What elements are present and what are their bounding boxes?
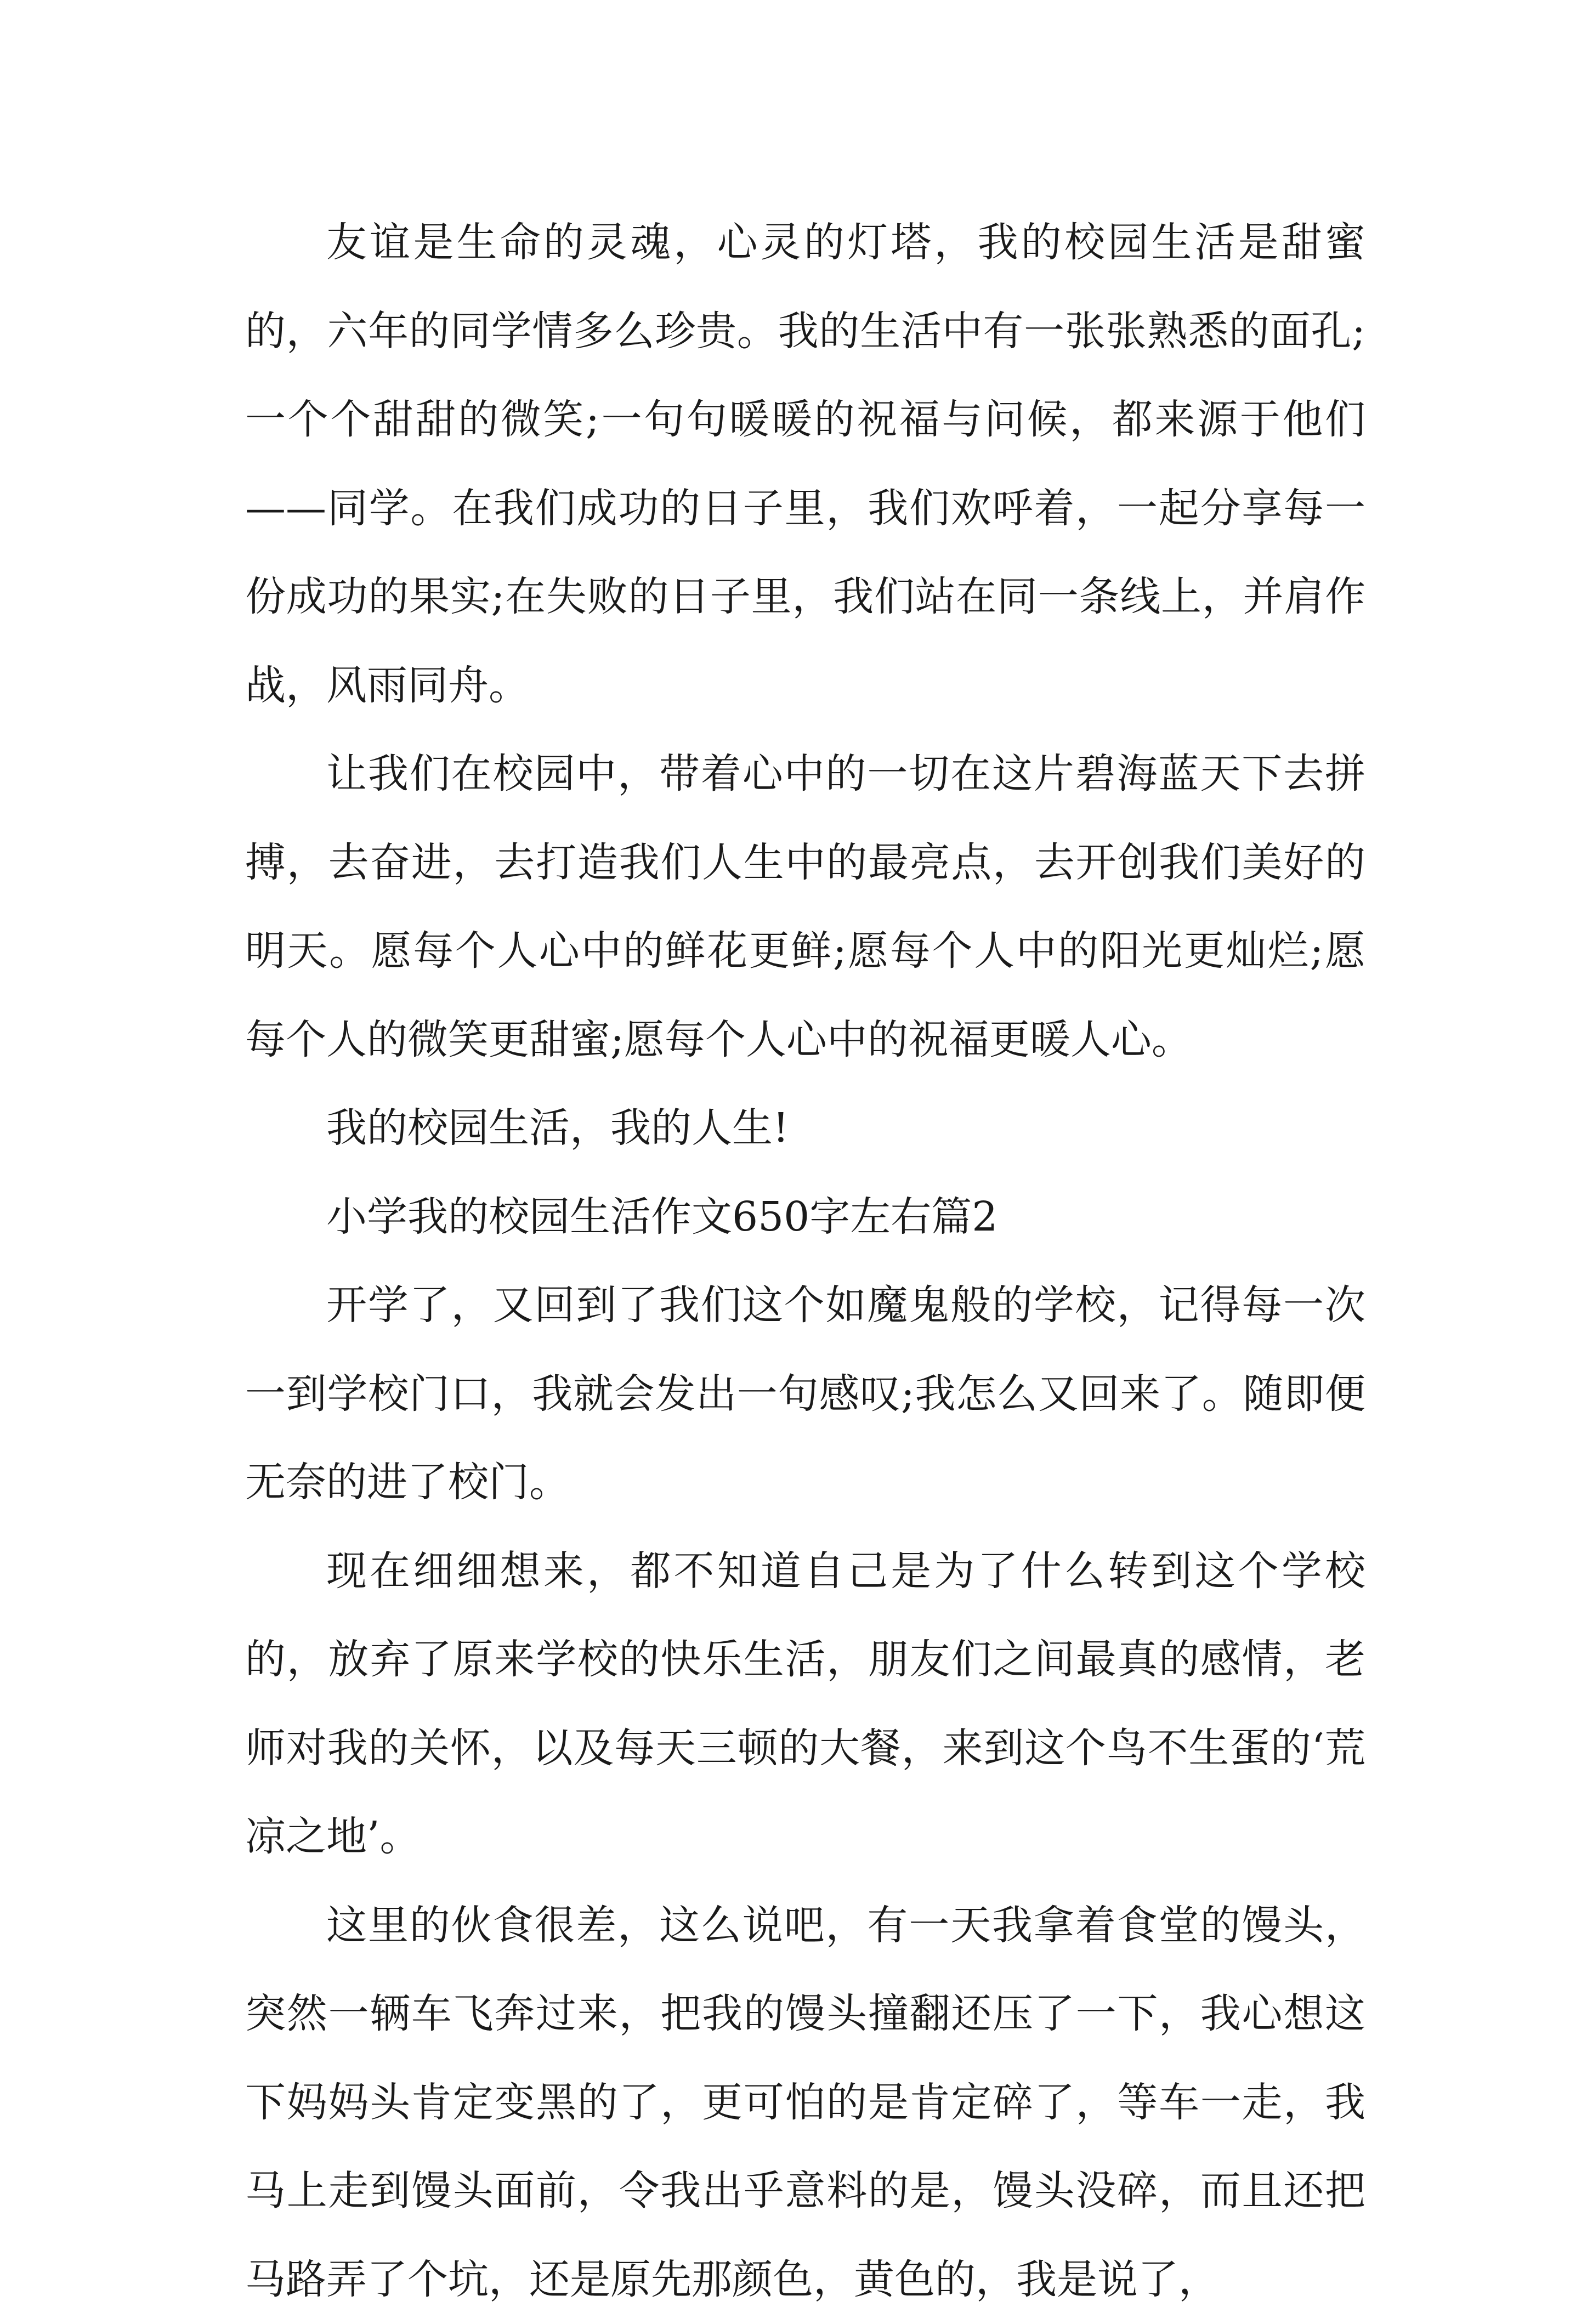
paragraph-school-start: 开学了，又回到了我们这个如魔鬼般的学校，记得每一次一到学校门口，我就会发出一句感叹;我怎么又回来了。随即便无奈的进了校门。 [245, 1261, 1365, 1527]
essay-body [245, 199, 1365, 2324]
paragraph-friendship: 友谊是生命的灵魂，心灵的灯塔，我的校园生活是甜蜜的，六年的同学情多么珍贵。我的生活中有一张张熟悉的面孔;一个个甜甜的微笑;一句句暖暖的祝福与问候，都来源于他们——同学。在我们成功的日子里，我们欢呼着，一起分享每一份成功的果实;在失败的日子里，我们站在同一条线上，并肩作战，风雨同舟。 [245, 199, 1365, 730]
paragraph-campus-wishes: 让我们在校园中，带着心中的一切在这片碧海蓝天下去拼搏，去奋进，去打造我们人生中的最亮点，去开创我们美好的明天。愿每个人心中的鲜花更鲜;愿每个人中的阳光更灿烂;愿每个人的微笑更甜蜜;愿每个人心中的祝福更暖人心。 [245, 730, 1365, 1084]
section-heading: 小学我的校园生活作文650字左右篇2 [245, 1173, 1365, 1262]
paragraph-canteen: 这里的伙食很差，这么说吧，有一天我拿着食堂的馒头，突然一辆车飞奔过来，把我的馒头撞翻还压了一下，我心想这下妈妈头肯定变黑的了，更可怕的是肯定碎了，等车一走，我马上走到馒头面前，令我出乎意料的是，馒头没碎，而且还把马路弄了个坑，还是原先那颜色，黄色的，我是说了， [245, 1881, 1365, 2324]
paragraph-my-life: 我的校园生活，我的人生! [245, 1084, 1365, 1173]
paragraph-reflection: 现在细细想来，都不知道自己是为了什么转到这个学校的，放弃了原来学校的快乐生活，朋友们之间最真的感情，老师对我的关怀，以及每天三顿的大餐，来到这个鸟不生蛋的‘荒凉之地’。 [245, 1527, 1365, 1881]
